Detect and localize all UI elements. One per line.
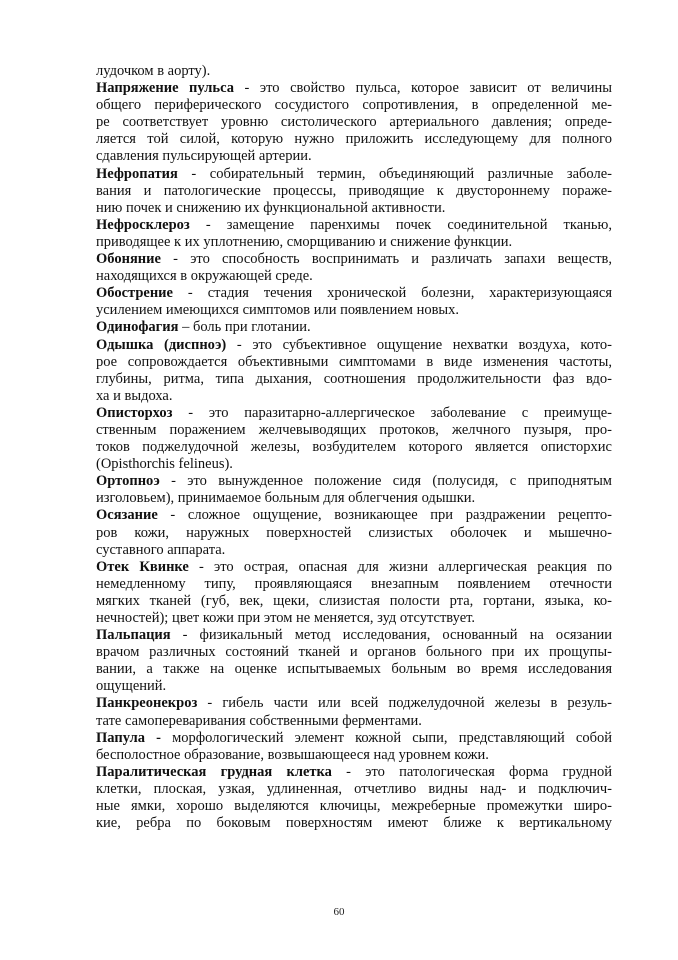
text-line <box>96 148 612 165</box>
glossary-term: Ортопноэ <box>96 473 160 490</box>
glossary-entry <box>96 166 612 217</box>
definition-text: - стадия течения хронической болезни, характеризующаяся <box>172 285 612 302</box>
text-line <box>96 388 612 405</box>
definition-text: (Opisthorchis felineus). <box>96 456 233 473</box>
text-line <box>96 593 612 610</box>
text-line <box>96 542 612 559</box>
glossary-term: Описторхоз <box>96 404 173 421</box>
glossary-term: Осязание <box>96 507 158 524</box>
glossary-entry <box>96 80 612 165</box>
glossary-entry <box>96 251 612 285</box>
glossary-term: Одышка (диспноэ) <box>96 336 227 353</box>
definition-text: сдавления пульсирующей артерии. <box>96 148 312 165</box>
text-line <box>96 473 612 490</box>
page-number: 60 <box>333 906 345 918</box>
text-line <box>96 251 612 268</box>
glossary-entry <box>96 285 612 319</box>
definition-text: токов поджелудочной железы, возбудителем которого является описторхис <box>96 439 612 456</box>
text-line <box>96 200 612 217</box>
definition-text: находящихся в окружающей среде. <box>96 268 313 285</box>
glossary-term: Паралитическая грудная клетка <box>96 763 332 780</box>
glossary-term: Отек Квинке <box>96 558 189 575</box>
definition-text: ощущений. <box>96 678 167 695</box>
document-page <box>96 63 612 832</box>
text-line <box>96 713 612 730</box>
glossary-term: Обоняние <box>96 251 161 268</box>
text-line <box>96 371 612 388</box>
glossary-entry <box>96 559 612 627</box>
glossary-entry <box>96 405 612 473</box>
text-line <box>96 422 612 439</box>
text-line <box>96 354 612 371</box>
text-line <box>96 627 612 644</box>
text-line <box>96 456 612 473</box>
definition-text: рое сопровождается объективными симптомами в виде изменения частоты, <box>96 353 612 370</box>
definition-text: врачом различных состояний тканей и органов больного при их прощупы- <box>96 644 612 661</box>
definition-text: - собирательный термин, объединяющий различные заболе- <box>177 165 612 182</box>
text-line <box>96 798 612 815</box>
text-line <box>96 815 612 832</box>
glossary-entry <box>96 627 612 695</box>
text-line <box>96 576 612 593</box>
text-line <box>96 678 612 695</box>
glossary-entry <box>96 319 612 336</box>
glossary-term: Нефросклероз <box>96 216 190 233</box>
definition-text: - сложное ощущение, возникающее при раздражении рецепто- <box>157 507 612 524</box>
glossary-entry <box>96 730 612 764</box>
definition-text: - замещение паренхимы почек соединительной тканью, <box>189 216 612 233</box>
text-line <box>96 695 612 712</box>
text-line <box>96 644 612 661</box>
text-line <box>96 80 612 97</box>
definition-text: лудочком в аорту). <box>96 63 211 79</box>
glossary-term: Пальпация <box>96 627 171 644</box>
glossary-entry <box>96 63 612 80</box>
definition-text: морфологический элемент кожной сыпи, представляющий собой <box>160 729 612 746</box>
glossary-entry <box>96 217 612 251</box>
text-line <box>96 63 612 80</box>
definition-text: - это свойство пульса, которое зависит от величины <box>233 80 612 97</box>
text-line <box>96 764 612 781</box>
text-line <box>96 610 612 627</box>
definition-text: - это острая, опасная для жизни аллергическая реакция по <box>188 558 612 575</box>
text-line <box>96 525 612 542</box>
definition-text: вании, а также на оценке испытываемых больным во время исследования <box>96 661 612 678</box>
text-line <box>96 302 612 319</box>
definition-text: - гибель части или всей поджелудочной железы в резуль- <box>197 695 612 712</box>
text-line <box>96 747 612 764</box>
definition-text: суставного аппарата. <box>96 541 226 558</box>
text-line <box>96 97 612 114</box>
text-line <box>96 490 612 507</box>
definition-text: ляется той силой, которую нужно приложить исследующему для полного <box>96 131 612 148</box>
text-line <box>96 114 612 131</box>
text-line <box>96 781 612 798</box>
definition-text: ров кожи, наружных поверхностей слизистых оболочек и мышечно- <box>96 524 612 541</box>
definition-text: ственным поражением желчевыводящих протоков, желчного пузыря, про- <box>96 421 612 438</box>
text-line <box>96 559 612 576</box>
text-line <box>96 285 612 302</box>
definition-text: глубины, ритма, типа дыхания, соотношения продолжительности фаз вдо- <box>96 370 612 387</box>
glossary-entry <box>96 507 612 558</box>
definition-text: мягких тканей (губ, век, щеки, слизистая полости рта, гортани, языка, ко- <box>96 592 612 609</box>
text-line <box>96 131 612 148</box>
definition-text: вания и патологические процессы, приводящие к двустороннему пораже- <box>96 182 612 199</box>
definition-text: тате самопереваривания собственными ферментами. <box>96 712 422 729</box>
definition-text: клетки, плоская, узкая, удлиненная, отчетливо видны над- и подключич- <box>96 780 612 797</box>
glossary-term: Папула - <box>96 729 161 746</box>
glossary-term: Нефропатия <box>96 165 178 182</box>
definition-text: ные ямки, хорошо выделяются ключицы, межреберные промежутки широ- <box>96 798 612 815</box>
text-line <box>96 439 612 456</box>
definition-text: общего периферического сосудистого сопротивления, в определенной ме- <box>96 97 612 114</box>
glossary-entry <box>96 337 612 405</box>
text-line <box>96 234 612 251</box>
definition-text: - это способность воспринимать и различать запахи веществ, <box>160 251 612 268</box>
definition-text: кие, ребра по боковым поверхностям имеют ближе к вертикальному <box>96 815 612 832</box>
definition-text: нечностей); цвет кожи при этом не меняется, зуд отсутствует. <box>96 610 476 626</box>
text-line <box>96 730 612 747</box>
definition-text: ха и выдоха. <box>96 387 173 404</box>
definition-text: - это патологическая форма грудной <box>331 763 612 780</box>
glossary-term: Панкреонекроз <box>96 695 198 712</box>
definition-text: усилением имеющихся симптомов или появлением новых. <box>96 302 460 319</box>
glossary-term: Одинофагия <box>96 319 179 336</box>
definition-text: ре соответствует уровню систолического артериального давления; опреде- <box>96 114 612 131</box>
glossary-entry <box>96 695 612 729</box>
text-line <box>96 337 612 354</box>
definition-text: – боль при глотании. <box>178 319 311 336</box>
definition-text: бесполостное образование, возвышающееся над уровнем кожи. <box>96 746 489 763</box>
definition-text: приводящее к их уплотнению, сморщиванию и снижение функции. <box>96 233 513 250</box>
definition-text: - это вынужденное положение сидя (полусидя, с приподнятым <box>159 473 612 490</box>
glossary-term: Обострение <box>96 285 173 302</box>
glossary-term: Напряжение пульса <box>96 80 234 97</box>
text-line <box>96 217 612 234</box>
glossary-entry <box>96 764 612 832</box>
text-line <box>96 166 612 183</box>
text-line <box>96 268 612 285</box>
text-line <box>96 507 612 524</box>
glossary-entry <box>96 473 612 507</box>
definition-text: - физикальный метод исследования, основанный на осязании <box>170 627 612 644</box>
definition-text: нию почек и снижению их функциональной активности. <box>96 199 446 216</box>
definition-text: изголовьем), принимаемое больным для облегчения одышки. <box>96 490 476 507</box>
text-line <box>96 661 612 678</box>
text-line <box>96 183 612 200</box>
definition-text: - это субъективное ощущение нехватки воздуха, кото- <box>226 336 612 353</box>
definition-text: немедленному типу, проявляющаяся внезапным появлением отечности <box>96 575 612 592</box>
text-line <box>96 319 612 336</box>
definition-text: - это паразитарно-аллергическое заболевание с преимуще- <box>172 404 612 421</box>
text-line <box>96 405 612 422</box>
